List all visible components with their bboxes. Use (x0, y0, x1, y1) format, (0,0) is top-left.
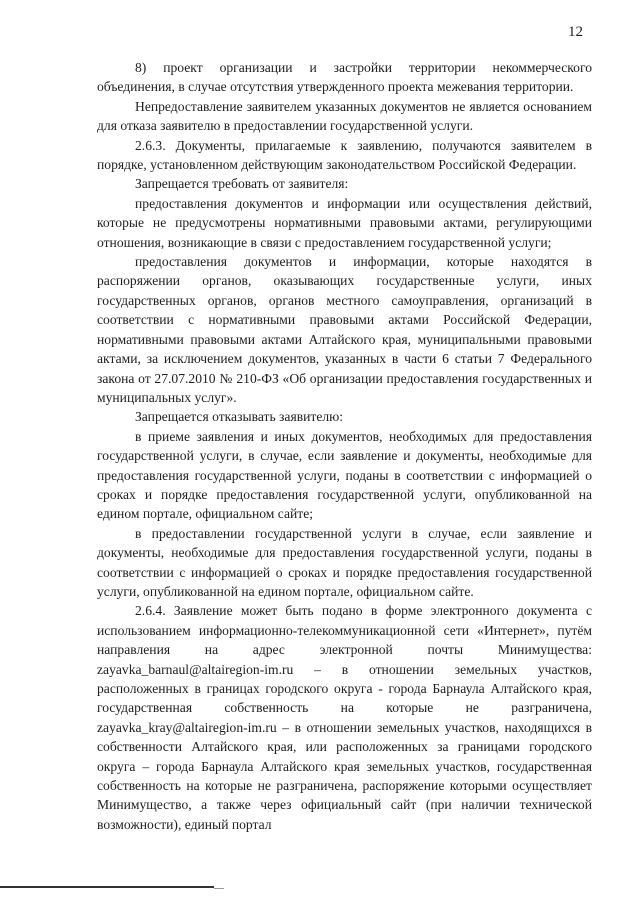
paragraph-require-item-1: предоставления документов и информации или осуществления действий, которые не предусмотрены нормативными правовыми актами, регулирующими отношения, возникающие в связи с предоставлением государственной услуги; (97, 195, 592, 250)
paragraph-refuse-item-1: в приеме заявления и иных документов, необходимых для предоставления государственной услуги, в случае, если заявление и документы, необходимые для предоставления государственной услуги, поданы в соответствии с информацией о сроках и порядке предоставления государственной услуги, опубликованной на едином портале, официальном сайте; (97, 428, 592, 522)
paragraph-require-item-2: предоставления документов и информации, которые находятся в распоряжении органов, оказывающих государственные услуги, иных государственных органов, органов местного самоуправления, организаций в соответствии с нормативными правовыми актами Российской Федерации, нормативными правовыми актами Алтайского края, муниципальными правовыми актами, за исключением документов, указанных в части 6 статьи 7 Федерального закона от 27.07.2010 № 210-ФЗ «Об организации предоставления государственных и муниципальных услуг». (97, 254, 592, 405)
paragraph-refuse-item-2: в предоставлении государственной услуги в случае, если заявление и документы, необходимые для предоставления государственной услуги, поданы в соответствии с информацией о сроках и порядке предоставления государственной услуги, опубликованной на едином портале, официальном сайте. (97, 525, 592, 599)
paragraph-prohibited-refuse: Запрещается отказывать заявителю: (135, 409, 344, 425)
paragraph-2-6-3: 2.6.3. Документы, прилагаемые к заявлению, получаются заявителем в порядке, установленном действующим законодательством Российской Федерации. (97, 137, 592, 173)
document-body (97, 58, 592, 834)
paragraph-non-submission: Непредоставление заявителем указанных документов не является основанием для отказа заявителю в предоставлении государственной услуги. (97, 98, 592, 134)
paragraph-2-6-4: 2.6.4. Заявление может быть подано в форме электронного документа с использованием информационно-телекоммуникационной сети «Интернет», путём направления на адрес электронной почты Минимущества: zayavka_barnaul@altairegion-im.ru – в отношении земельных участков, расположенных в границах городского округа - города Барнаула Алтайского края, государственная собственность на которые не разграничена, zayavka_kray@altairegion-im.ru – в отношении земельных участков, находящихся в собственности Алтайского края, или расположенных за границами городского округа – города Барнаула Алтайского края земельных участков, государственная собственность на которые не разграничена, распоряжение которыми осуществляет Минимущество, а также через официальный сайт (при наличии технической возможности), единый портал (97, 603, 592, 832)
footer-rule-tail (214, 888, 224, 889)
page-number: 12 (568, 24, 583, 40)
footer-rule (0, 886, 214, 888)
paragraph-prohibited-require: Запрещается требовать от заявителя: (135, 176, 349, 192)
paragraph-item-8: 8) проект организации и застройки территории некоммерческого объединения, в случае отсутствия утвержденного проекта межевания территории. (97, 60, 592, 95)
